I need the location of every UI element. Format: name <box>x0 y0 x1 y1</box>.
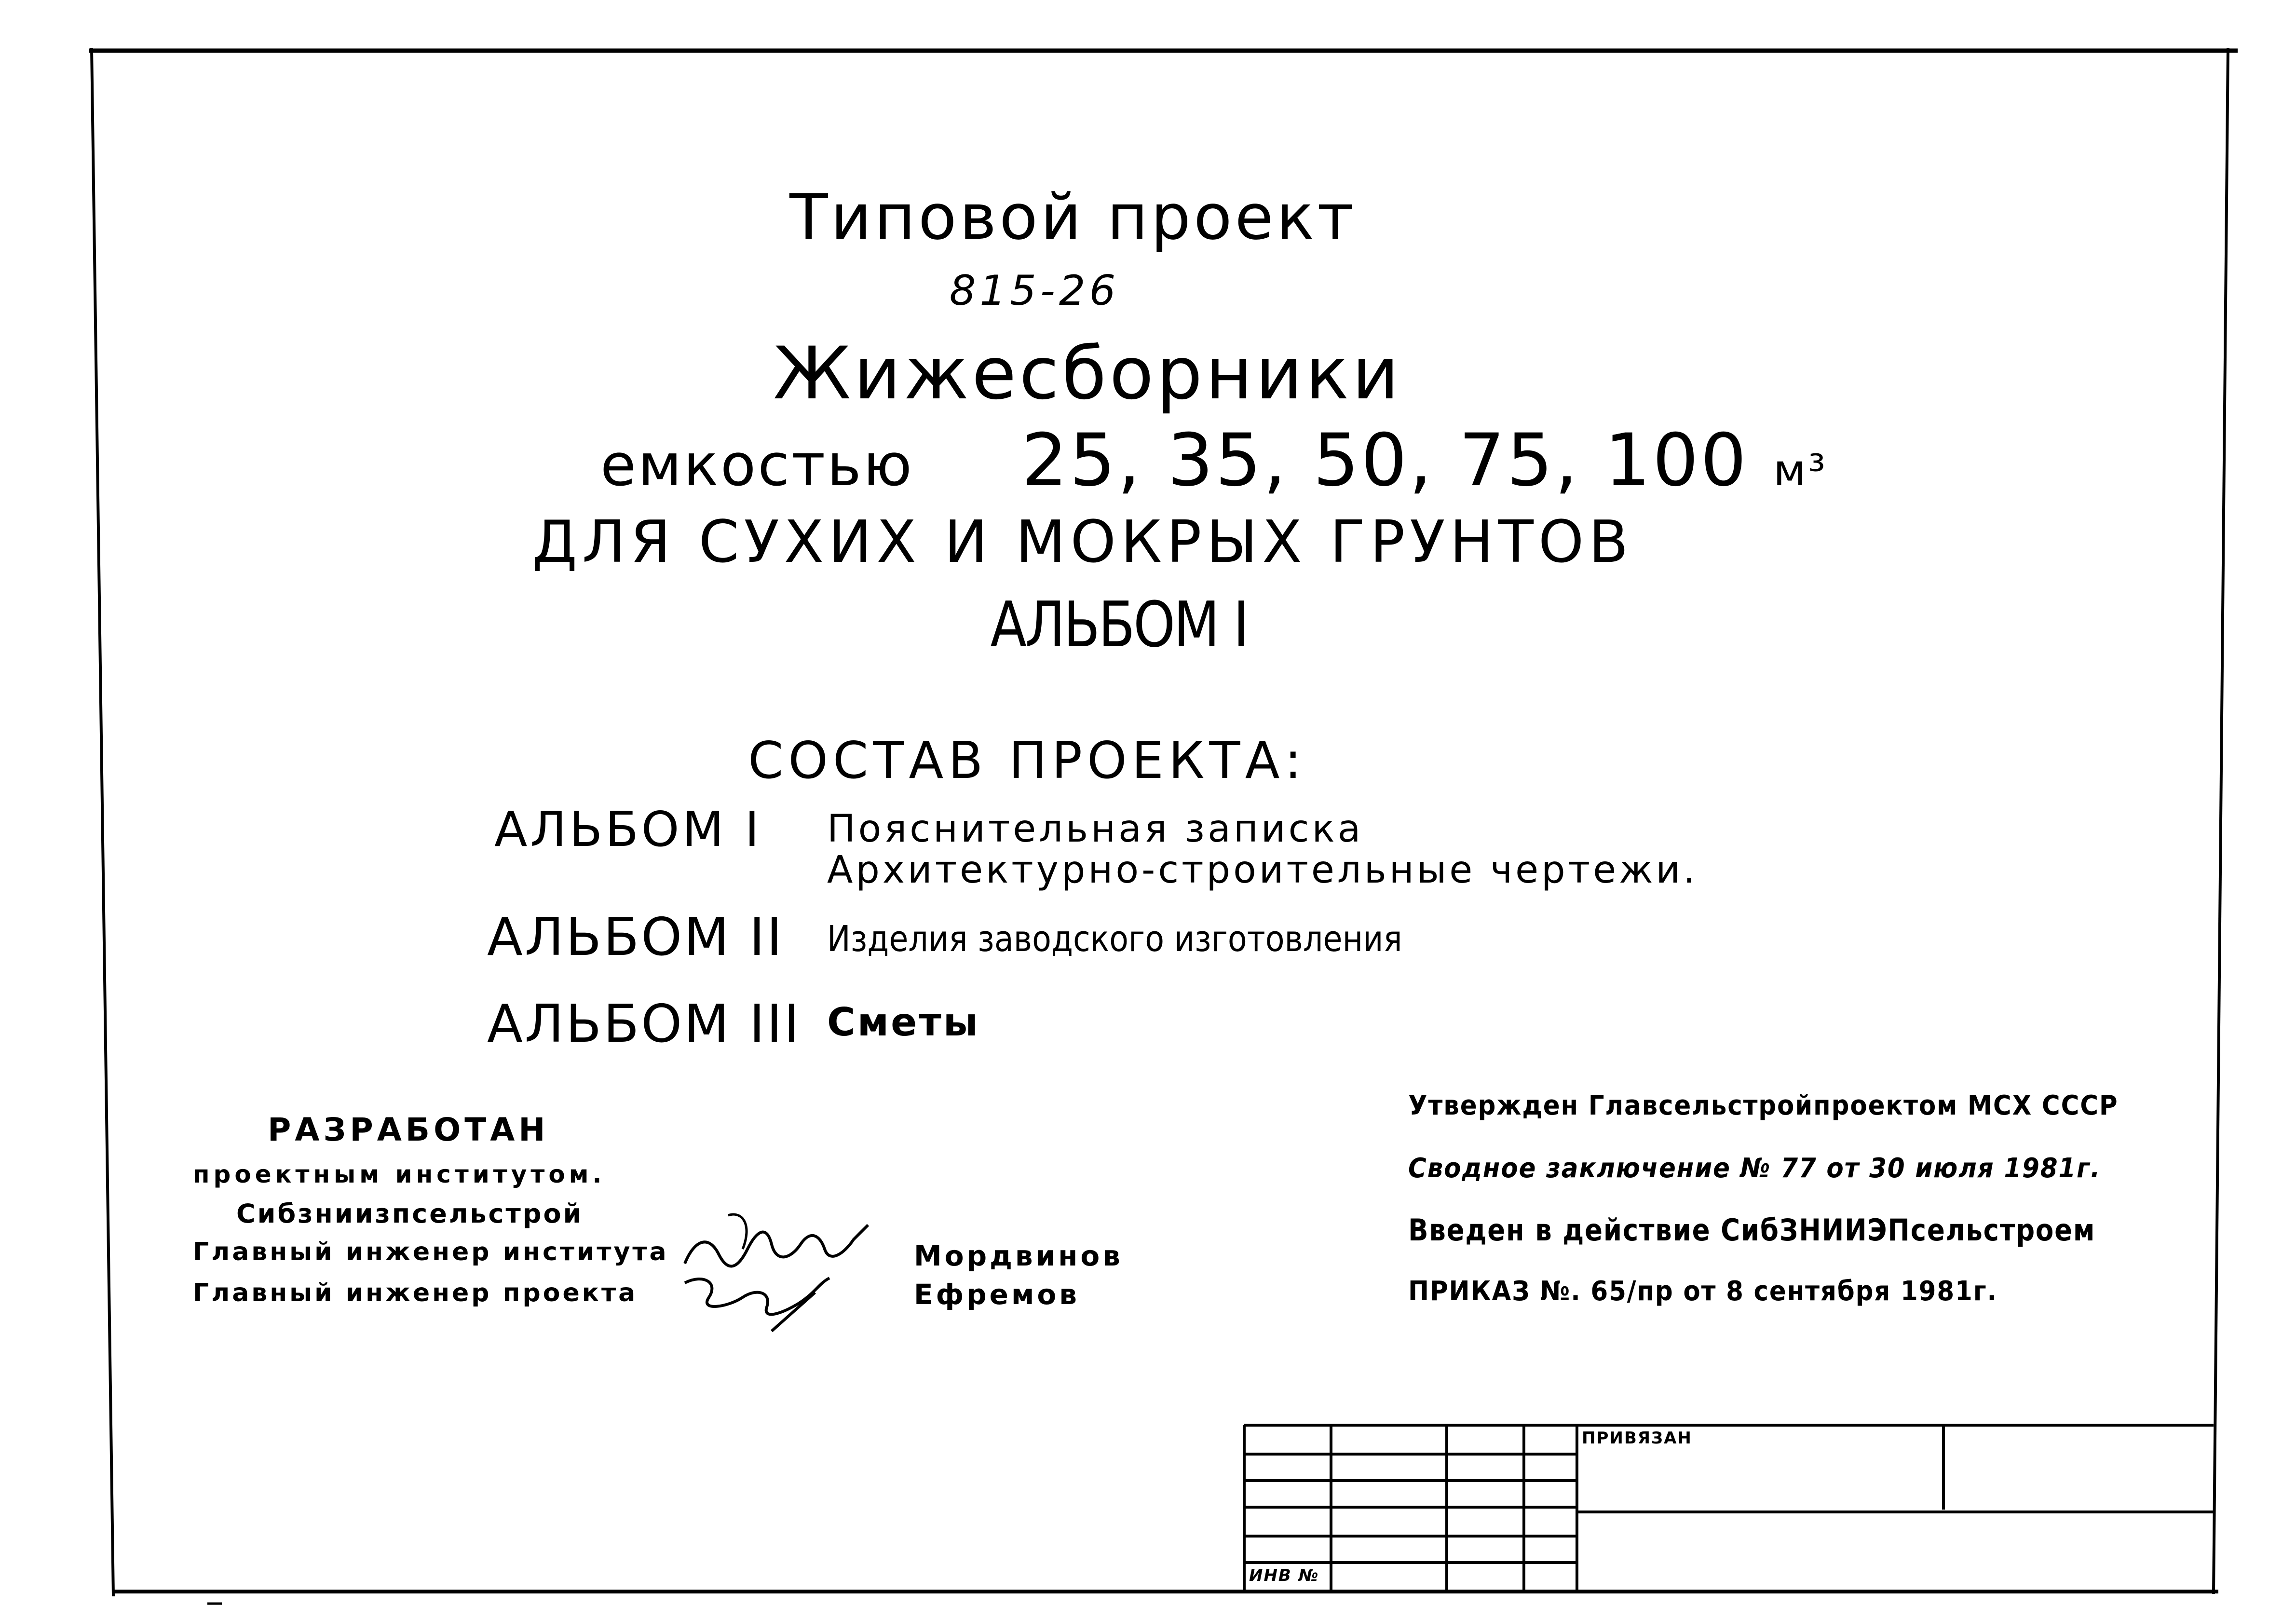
project-name: Жижесборники <box>773 332 1402 416</box>
project-type-title: Типовой проект <box>789 180 1357 254</box>
developer-line-1: проектным институтом. <box>193 1160 606 1188</box>
approval-line-3: Введен в действие СибЗНИИЭПсельстроем <box>1408 1212 2096 1248</box>
chief-engineer-institute-label: Главный инженер института <box>193 1238 669 1266</box>
album-1-line-2: Архитектурно-строительные чертежи. <box>827 848 1698 892</box>
album-1-label: АЛЬБОМ I <box>494 801 762 857</box>
album-2-line-1: Изделия заводского изготовления <box>827 918 1402 960</box>
album-number: АЛЬБОМ I <box>990 588 1248 661</box>
stamp-bound-label: ПРИВЯЗАН <box>1582 1429 1692 1448</box>
approval-line-1: Утвержден Главсельстройпроектом МСХ СССР <box>1408 1090 2119 1121</box>
album-3-label: АЛЬБОМ III <box>487 994 802 1054</box>
album-3-line-1: Сметы <box>827 1000 980 1045</box>
soil-type: ДЛЯ СУХИХ И МОКРЫХ ГРУНТОВ <box>532 509 1633 576</box>
developer-institute: Сибзниизпсельстрой <box>236 1198 584 1229</box>
chief-engineer-project-name: Ефремов <box>914 1278 1080 1311</box>
stamp-inventory-label: ИНВ № <box>1249 1566 1319 1585</box>
chief-engineer-project-label: Главный инженер проекта <box>193 1279 638 1307</box>
capacity-label: емкостью <box>600 432 914 499</box>
album-2-label: АЛЬБОМ II <box>487 907 784 967</box>
capacity-values: 25, 35, 50, 75, 100 <box>1021 419 1749 503</box>
album-1-line-1: Пояснительная записка <box>827 807 1364 851</box>
approval-line-4: ПРИКАЗ №. 65/пр от 8 сентября 1981г. <box>1408 1276 1997 1307</box>
developer-heading: РАЗРАБОТАН <box>268 1111 549 1148</box>
approval-line-2: Сводное заключение № 77 от 30 июля 1981г. <box>1408 1153 2101 1184</box>
project-number: 815-26 <box>949 267 1120 315</box>
composition-heading: СОСТАВ ПРОЕКТА: <box>748 731 1306 790</box>
capacity-unit: м³ <box>1773 445 1828 496</box>
chief-engineer-institute-name: Мордвинов <box>914 1239 1123 1272</box>
